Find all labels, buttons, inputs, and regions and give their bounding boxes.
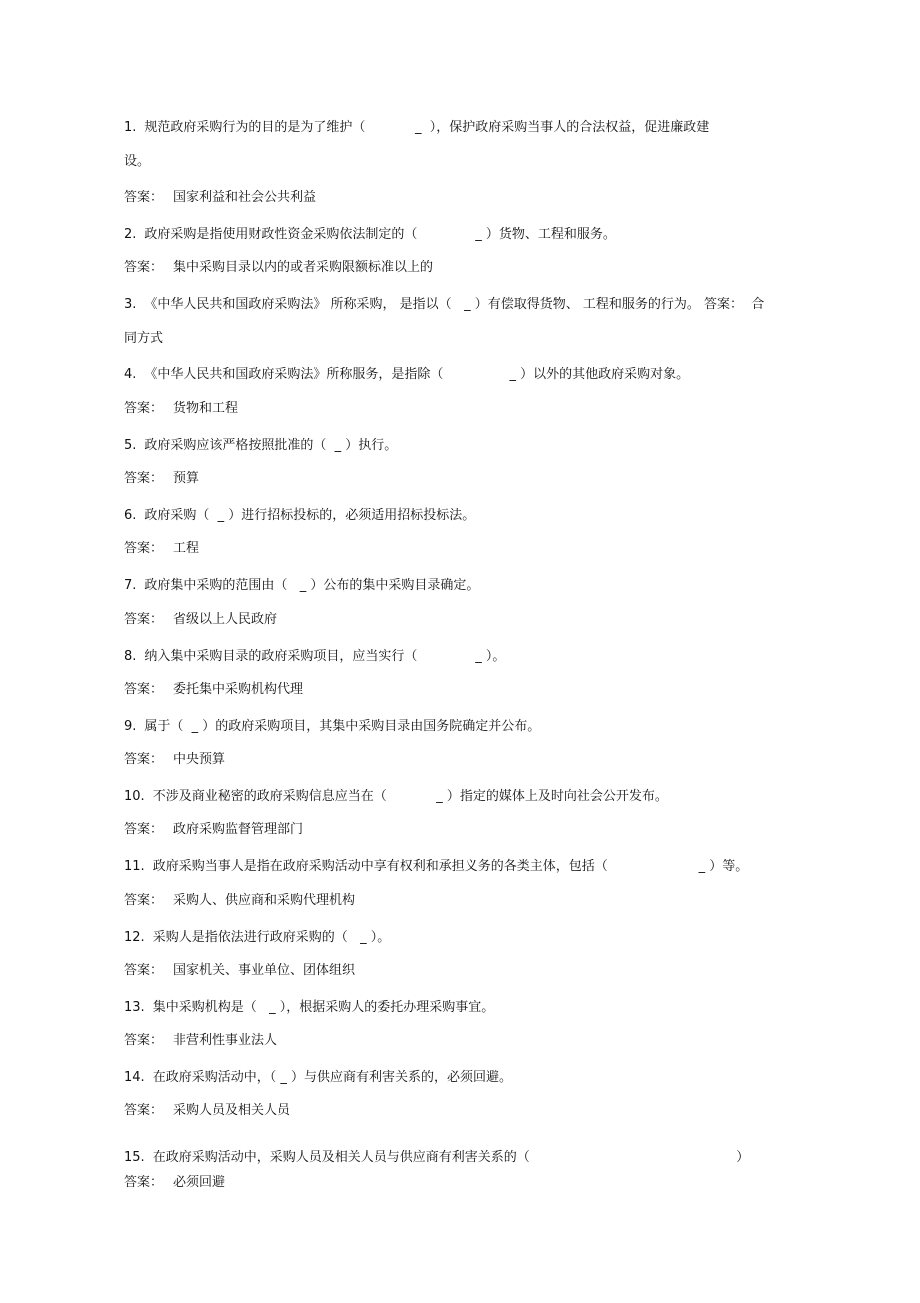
question-4 xyxy=(124,366,689,384)
question-9 xyxy=(124,718,540,736)
answer-text: 采购人、供应商和采购代理机构 xyxy=(173,893,356,908)
answer-15 xyxy=(124,1174,225,1192)
question-text: 在政府采购活动中，（ _ ）与供应商有利害关系的，必须回避。 xyxy=(152,1070,512,1085)
question-number: 15. xyxy=(124,1150,145,1165)
question-5 xyxy=(124,437,397,455)
question-10 xyxy=(124,788,668,806)
question-text: 采购人是指依法进行政府采购的（ _ ）。 xyxy=(152,930,391,945)
question-12 xyxy=(124,929,390,947)
answer-label: 答案： xyxy=(124,401,164,416)
question-1 xyxy=(124,119,709,137)
answer-13 xyxy=(124,1032,277,1050)
answer-8 xyxy=(124,681,303,699)
question-3-continuation xyxy=(124,330,163,348)
answer-10 xyxy=(124,821,303,839)
answer-1 xyxy=(124,189,316,207)
question-text: 政府采购应该严格按照批准的（ _ ）执行。 xyxy=(144,438,398,453)
answer-text: 省级以上人民政府 xyxy=(173,612,278,627)
answer-2 xyxy=(124,259,433,277)
question-number: 13. xyxy=(124,1000,145,1015)
question-11 xyxy=(124,858,748,876)
question-14 xyxy=(124,1069,512,1087)
answer-text: 必须回避 xyxy=(173,1175,226,1190)
answer-label: 答案： xyxy=(124,752,164,767)
answer-text: 集中采购目录以内的或者采购限额标准以上的 xyxy=(173,260,434,275)
answer-7 xyxy=(124,611,277,629)
answer-text: 委托集中采购机构代理 xyxy=(173,682,304,697)
question-13 xyxy=(124,999,494,1017)
question-number: 8. xyxy=(124,649,137,664)
answer-text: 工程 xyxy=(173,541,200,556)
answer-label: 答案： xyxy=(124,893,164,908)
answer-14 xyxy=(124,1102,290,1120)
question-text: 政府采购（ _ ）进行招标投标的，必须适用招标投标法。 xyxy=(144,508,476,523)
question-number: 6. xyxy=(124,508,137,523)
answer-label: 答案： xyxy=(124,471,164,486)
question-7 xyxy=(124,577,479,595)
question-number: 2. xyxy=(124,227,137,242)
question-text: 不涉及商业秘密的政府采购信息应当在（ _ ）指定的媒体上及时向社会公开发布。 xyxy=(152,789,668,804)
question-text: 纳入集中采购目录的政府采购项目，应当实行（ _ ）。 xyxy=(144,649,506,664)
question-number: 5. xyxy=(124,438,137,453)
question-15 xyxy=(124,1149,749,1167)
question-text: 集中采购机构是（ _ ），根据采购人的委托办理采购事宜。 xyxy=(152,1000,495,1015)
answer-text: 政府采购监督管理部门 xyxy=(173,822,304,837)
question-number: 11. xyxy=(124,859,145,874)
answer-label: 答案： xyxy=(124,822,164,837)
question-3 xyxy=(124,296,764,314)
question-6 xyxy=(124,507,475,525)
question-number: 7. xyxy=(124,578,137,593)
question-number: 14. xyxy=(124,1070,145,1085)
question-number: 10. xyxy=(124,789,145,804)
answer-text: 货物和工程 xyxy=(173,401,239,416)
question-number: 9. xyxy=(124,719,137,734)
answer-text: 预算 xyxy=(173,471,200,486)
answer-label: 答案： xyxy=(124,1033,164,1048)
answer-label: 答案： xyxy=(124,1103,164,1118)
question-text: 同方式 xyxy=(124,331,164,346)
answer-5 xyxy=(124,470,199,488)
question-text: 《中华人民共和国政府采购法》所称服务，是指除（ _ ）以外的其他政府采购对象。 xyxy=(144,367,690,382)
question-number: 1. xyxy=(124,120,137,135)
answer-label: 答案： xyxy=(124,612,164,627)
question-text: 政府集中采购的范围由（ _ ）公布的集中采购目录确定。 xyxy=(144,578,480,593)
answer-label: 答案： xyxy=(124,682,164,697)
question-8 xyxy=(124,648,505,666)
question-text: 《中华人民共和国政府采购法》 所称采购， 是指以（ _ ）有偿取得货物、 工程和服务的行为。 答案： 合 xyxy=(144,297,765,312)
answer-11 xyxy=(124,892,355,910)
question-number: 12. xyxy=(124,930,145,945)
answer-label: 答案： xyxy=(124,260,164,275)
question-text: 政府采购是指使用财政性资金采购依法制定的（ _ ）货物、工程和服务。 xyxy=(144,227,616,242)
answer-text: 非营利性事业法人 xyxy=(173,1033,278,1048)
question-text: 属于（ _ ）的政府采购项目，其集中采购目录由国务院确定并公布。 xyxy=(144,719,541,734)
answer-label: 答案： xyxy=(124,190,164,205)
question-text: 政府采购当事人是指在政府采购活动中享有权利和承担义务的各类主体，包括（ _ ）等。 xyxy=(152,859,749,874)
answer-4 xyxy=(124,400,238,418)
answer-label: 答案： xyxy=(124,963,164,978)
question-text: 在政府采购活动中，采购人员及相关人员与供应商有利害关系的（ ） xyxy=(152,1150,750,1165)
question-text: 规范政府采购行为的目的是为了维护（ _ ），保护政府采购当事人的合法权益，促进廉政建 xyxy=(144,120,710,135)
answer-text: 中央预算 xyxy=(173,752,226,767)
answer-text: 国家机关、事业单位、团体组织 xyxy=(173,963,356,978)
answer-label: 答案： xyxy=(124,1175,164,1190)
answer-text: 国家利益和社会公共利益 xyxy=(173,190,317,205)
answer-text: 采购人员及相关人员 xyxy=(173,1103,291,1118)
question-1-continuation xyxy=(124,153,150,171)
question-number: 3. xyxy=(124,297,137,312)
answer-9 xyxy=(124,751,225,769)
question-2 xyxy=(124,226,616,244)
question-number: 4. xyxy=(124,367,137,382)
answer-label: 答案： xyxy=(124,541,164,556)
question-text: 设。 xyxy=(124,154,151,169)
answer-12 xyxy=(124,962,355,980)
answer-6 xyxy=(124,540,199,558)
